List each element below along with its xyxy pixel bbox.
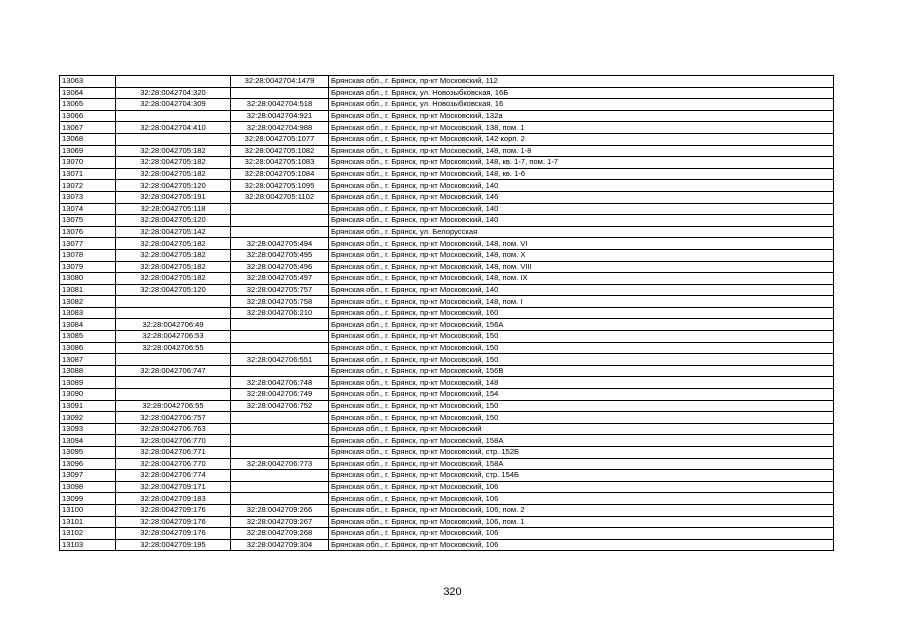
row-number-cell: 13093: [60, 423, 116, 435]
land-cadastral-number-cell: [116, 354, 231, 366]
land-cadastral-number-cell: 32:28:0042705:182: [116, 273, 231, 285]
address-cell: Брянская обл., г. Брянск, пр-кт Московский, 160: [329, 307, 834, 319]
register-table-body: [60, 76, 834, 551]
building-cadastral-number-cell: 32:28:0042709:304: [231, 539, 329, 551]
land-cadastral-number-cell: [116, 307, 231, 319]
address-cell: Брянская обл., г. Брянск, пр-кт Московский, 148, кв. 1-7, пом. 1-7: [329, 157, 834, 169]
building-cadastral-number-cell: 32:28:0042706:749: [231, 389, 329, 401]
table-row: [60, 87, 834, 99]
address-cell: Брянская обл., г. Брянск, пр-кт Московский, 140: [329, 284, 834, 296]
row-number-cell: 13085: [60, 331, 116, 343]
row-number-cell: 13077: [60, 238, 116, 250]
land-cadastral-number-cell: 32:28:0042706:763: [116, 423, 231, 435]
table-row: [60, 238, 834, 250]
row-number-cell: 13094: [60, 435, 116, 447]
row-number-cell: 13101: [60, 516, 116, 528]
address-cell: Брянская обл., г. Брянск, пр-кт Московский, 150: [329, 342, 834, 354]
building-cadastral-number-cell: 32:28:0042706:748: [231, 377, 329, 389]
row-number-cell: 13081: [60, 284, 116, 296]
address-cell: Брянская обл., г. Брянск, пр-кт Московский, 154: [329, 389, 834, 401]
land-cadastral-number-cell: 32:28:0042709:176: [116, 528, 231, 540]
land-cadastral-number-cell: 32:28:0042705:182: [116, 157, 231, 169]
row-number-cell: 13063: [60, 76, 116, 88]
address-cell: Брянская обл., г. Брянск, пр-кт Московский, 148, пом. IX: [329, 273, 834, 285]
table-row: [60, 458, 834, 470]
row-number-cell: 13087: [60, 354, 116, 366]
land-cadastral-number-cell: [116, 377, 231, 389]
building-cadastral-number-cell: 32:28:0042704:921: [231, 110, 329, 122]
address-cell: Брянская обл., г. Брянск, пр-кт Московский, 140: [329, 180, 834, 192]
land-cadastral-number-cell: 32:28:0042709:195: [116, 539, 231, 551]
row-number-cell: 13082: [60, 296, 116, 308]
table-row: [60, 249, 834, 261]
building-cadastral-number-cell: 32:28:0042705:1084: [231, 168, 329, 180]
building-cadastral-number-cell: [231, 215, 329, 227]
land-cadastral-number-cell: [116, 296, 231, 308]
land-cadastral-number-cell: 32:28:0042705:118: [116, 203, 231, 215]
address-cell: Брянская обл., г. Брянск, пр-кт Московский, 150: [329, 412, 834, 424]
table-row: [60, 528, 834, 540]
table-row: [60, 157, 834, 169]
row-number-cell: 13102: [60, 528, 116, 540]
building-cadastral-number-cell: [231, 423, 329, 435]
building-cadastral-number-cell: [231, 412, 329, 424]
table-row: [60, 215, 834, 227]
row-number-cell: 13066: [60, 110, 116, 122]
table-row: [60, 365, 834, 377]
address-cell: Брянская обл., г. Брянск, пр-кт Московский, 146: [329, 191, 834, 203]
building-cadastral-number-cell: 32:28:0042705:494: [231, 238, 329, 250]
land-cadastral-number-cell: 32:28:0042706:53: [116, 331, 231, 343]
land-cadastral-number-cell: 32:28:0042705:120: [116, 215, 231, 227]
building-cadastral-number-cell: 32:28:0042704:518: [231, 99, 329, 111]
address-cell: Брянская обл., г. Брянск, пр-кт Московский, 148, пом. X: [329, 249, 834, 261]
address-cell: Брянская обл., г. Брянск, пр-кт Московский, 156В: [329, 365, 834, 377]
land-cadastral-number-cell: [116, 76, 231, 88]
land-cadastral-number-cell: 32:28:0042709:183: [116, 493, 231, 505]
building-cadastral-number-cell: 32:28:0042706:752: [231, 400, 329, 412]
land-cadastral-number-cell: 32:28:0042706:771: [116, 447, 231, 459]
building-cadastral-number-cell: [231, 319, 329, 331]
address-cell: Брянская обл., г. Брянск, пр-кт Московский, 150: [329, 331, 834, 343]
building-cadastral-number-cell: 32:28:0042705:495: [231, 249, 329, 261]
row-number-cell: 13071: [60, 168, 116, 180]
table-row: [60, 331, 834, 343]
table-row: [60, 435, 834, 447]
table-row: [60, 307, 834, 319]
land-cadastral-number-cell: 32:28:0042709:176: [116, 516, 231, 528]
address-cell: Брянская обл., г. Брянск, ул. Новозыбковская, 16: [329, 99, 834, 111]
table-row: [60, 180, 834, 192]
building-cadastral-number-cell: [231, 481, 329, 493]
building-cadastral-number-cell: 32:28:0042705:496: [231, 261, 329, 273]
row-number-cell: 13067: [60, 122, 116, 134]
address-cell: Брянская обл., г. Брянск, пр-кт Московский, 138, пом. 1: [329, 122, 834, 134]
land-cadastral-number-cell: 32:28:0042705:182: [116, 261, 231, 273]
address-cell: Брянская обл., г. Брянск, пр-кт Московский, 148: [329, 377, 834, 389]
table-row: [60, 76, 834, 88]
land-cadastral-number-cell: 32:28:0042705:182: [116, 249, 231, 261]
address-cell: Брянская обл., г. Брянск, пр-кт Московский, 148, кв. 1-6: [329, 168, 834, 180]
land-cadastral-number-cell: 32:28:0042705:120: [116, 180, 231, 192]
table-row: [60, 284, 834, 296]
land-cadastral-number-cell: 32:28:0042705:142: [116, 226, 231, 238]
land-cadastral-number-cell: 32:28:0042706:55: [116, 342, 231, 354]
row-number-cell: 13075: [60, 215, 116, 227]
land-cadastral-number-cell: 32:28:0042705:182: [116, 145, 231, 157]
land-cadastral-number-cell: 32:28:0042705:182: [116, 238, 231, 250]
row-number-cell: 13095: [60, 447, 116, 459]
land-cadastral-number-cell: 32:28:0042704:410: [116, 122, 231, 134]
table-row: [60, 261, 834, 273]
address-cell: Брянская обл., г. Брянск, пр-кт Московский, стр. 154Б: [329, 470, 834, 482]
land-cadastral-number-cell: 32:28:0042705:120: [116, 284, 231, 296]
building-cadastral-number-cell: 32:28:0042705:1077: [231, 133, 329, 145]
row-number-cell: 13072: [60, 180, 116, 192]
land-cadastral-number-cell: 32:28:0042709:176: [116, 504, 231, 516]
table-row: [60, 273, 834, 285]
table-row: [60, 145, 834, 157]
land-cadastral-number-cell: [116, 389, 231, 401]
address-cell: Брянская обл., г. Брянск, пр-кт Московский, 150: [329, 400, 834, 412]
table-row: [60, 412, 834, 424]
row-number-cell: 13099: [60, 493, 116, 505]
table-row: [60, 481, 834, 493]
address-cell: Брянская обл., г. Брянск, пр-кт Московский, 106: [329, 528, 834, 540]
row-number-cell: 13068: [60, 133, 116, 145]
address-cell: Брянская обл., г. Брянск, пр-кт Московский, 140: [329, 215, 834, 227]
building-cadastral-number-cell: 32:28:0042704:1479: [231, 76, 329, 88]
land-cadastral-number-cell: 32:28:0042705:182: [116, 168, 231, 180]
land-cadastral-number-cell: 32:28:0042706:774: [116, 470, 231, 482]
table-row: [60, 168, 834, 180]
land-cadastral-number-cell: 32:28:0042704:309: [116, 99, 231, 111]
row-number-cell: 13091: [60, 400, 116, 412]
building-cadastral-number-cell: 32:28:0042704:988: [231, 122, 329, 134]
address-cell: Брянская обл., г. Брянск, пр-кт Московский, стр. 152Б: [329, 447, 834, 459]
table-row: [60, 493, 834, 505]
land-cadastral-number-cell: 32:28:0042709:171: [116, 481, 231, 493]
table-row: [60, 110, 834, 122]
land-cadastral-number-cell: 32:28:0042706:770: [116, 435, 231, 447]
table-row: [60, 342, 834, 354]
building-cadastral-number-cell: [231, 470, 329, 482]
building-cadastral-number-cell: 32:28:0042705:757: [231, 284, 329, 296]
row-number-cell: 13089: [60, 377, 116, 389]
table-row: [60, 133, 834, 145]
row-number-cell: 13088: [60, 365, 116, 377]
building-cadastral-number-cell: 32:28:0042709:268: [231, 528, 329, 540]
table-row: [60, 377, 834, 389]
address-cell: Брянская обл., г. Брянск, пр-кт Московский, 148, пом. I: [329, 296, 834, 308]
row-number-cell: 13083: [60, 307, 116, 319]
row-number-cell: 13078: [60, 249, 116, 261]
row-number-cell: 13092: [60, 412, 116, 424]
building-cadastral-number-cell: 32:28:0042705:1095: [231, 180, 329, 192]
table-row: [60, 296, 834, 308]
address-cell: Брянская обл., г. Брянск, пр-кт Московский, 156А: [329, 319, 834, 331]
land-cadastral-number-cell: 32:28:0042706:55: [116, 400, 231, 412]
table-row: [60, 539, 834, 551]
row-number-cell: 13074: [60, 203, 116, 215]
row-number-cell: 13076: [60, 226, 116, 238]
address-cell: Брянская обл., г. Брянск, пр-кт Московский, 106, пом. 2: [329, 504, 834, 516]
address-cell: Брянская обл., г. Брянск, пр-кт Московский, 106, пом. 1: [329, 516, 834, 528]
row-number-cell: 13100: [60, 504, 116, 516]
address-cell: Брянская обл., г. Брянск, ул. Новозыбковская, 16Б: [329, 87, 834, 99]
building-cadastral-number-cell: 32:28:0042709:266: [231, 504, 329, 516]
building-cadastral-number-cell: [231, 87, 329, 99]
table-row: [60, 354, 834, 366]
address-cell: Брянская обл., г. Брянск, ул. Белорусская: [329, 226, 834, 238]
building-cadastral-number-cell: 32:28:0042705:497: [231, 273, 329, 285]
row-number-cell: 13070: [60, 157, 116, 169]
table-row: [60, 226, 834, 238]
row-number-cell: 13080: [60, 273, 116, 285]
building-cadastral-number-cell: 32:28:0042705:1083: [231, 157, 329, 169]
building-cadastral-number-cell: 32:28:0042705:1102: [231, 191, 329, 203]
page-number: 320: [443, 586, 462, 598]
building-cadastral-number-cell: [231, 435, 329, 447]
row-number-cell: 13098: [60, 481, 116, 493]
address-cell: Брянская обл., г. Брянск, пр-кт Московский, 106: [329, 539, 834, 551]
table-row: [60, 99, 834, 111]
table-row: [60, 423, 834, 435]
table-row: [60, 470, 834, 482]
row-number-cell: 13084: [60, 319, 116, 331]
address-cell: Брянская обл., г. Брянск, пр-кт Московский, 132а: [329, 110, 834, 122]
address-cell: Брянская обл., г. Брянск, пр-кт Московский, 148, пом. VI: [329, 238, 834, 250]
address-cell: Брянская обл., г. Брянск, пр-кт Московский, 106: [329, 481, 834, 493]
row-number-cell: 13096: [60, 458, 116, 470]
land-cadastral-number-cell: 32:28:0042706:747: [116, 365, 231, 377]
table-row: [60, 389, 834, 401]
building-cadastral-number-cell: 32:28:0042706:773: [231, 458, 329, 470]
land-cadastral-number-cell: 32:28:0042706:770: [116, 458, 231, 470]
building-cadastral-number-cell: [231, 493, 329, 505]
land-cadastral-number-cell: [116, 110, 231, 122]
address-cell: Брянская обл., г. Брянск, пр-кт Московский, 148, пом. VIII: [329, 261, 834, 273]
row-number-cell: 13069: [60, 145, 116, 157]
building-cadastral-number-cell: [231, 342, 329, 354]
table-row: [60, 319, 834, 331]
building-cadastral-number-cell: [231, 203, 329, 215]
row-number-cell: 13090: [60, 389, 116, 401]
address-cell: Брянская обл., г. Брянск, пр-кт Московский, 150: [329, 354, 834, 366]
address-cell: Брянская обл., г. Брянск, пр-кт Московский, 158А: [329, 458, 834, 470]
table-row: [60, 122, 834, 134]
address-cell: Брянская обл., г. Брянск, пр-кт Московский, 158А: [329, 435, 834, 447]
building-cadastral-number-cell: [231, 447, 329, 459]
row-number-cell: 13103: [60, 539, 116, 551]
land-cadastral-number-cell: 32:28:0042705:191: [116, 191, 231, 203]
building-cadastral-number-cell: [231, 331, 329, 343]
table-row: [60, 447, 834, 459]
land-cadastral-number-cell: 32:28:0042706:757: [116, 412, 231, 424]
row-number-cell: 13097: [60, 470, 116, 482]
address-cell: Брянская обл., г. Брянск, пр-кт Московский, 112: [329, 76, 834, 88]
address-cell: Брянская обл., г. Брянск, пр-кт Московский, 140: [329, 203, 834, 215]
row-number-cell: 13065: [60, 99, 116, 111]
land-cadastral-number-cell: 32:28:0042704:320: [116, 87, 231, 99]
row-number-cell: 13086: [60, 342, 116, 354]
row-number-cell: 13073: [60, 191, 116, 203]
land-cadastral-number-cell: 32:28:0042706:49: [116, 319, 231, 331]
row-number-cell: 13079: [60, 261, 116, 273]
building-cadastral-number-cell: 32:28:0042705:1082: [231, 145, 329, 157]
address-cell: Брянская обл., г. Брянск, пр-кт Московский, 142 корп. 2: [329, 133, 834, 145]
building-cadastral-number-cell: 32:28:0042706:551: [231, 354, 329, 366]
address-cell: Брянская обл., г. Брянск, пр-кт Московский, 148, пом. 1-8: [329, 145, 834, 157]
building-cadastral-number-cell: 32:28:0042705:758: [231, 296, 329, 308]
building-cadastral-number-cell: [231, 226, 329, 238]
building-cadastral-number-cell: [231, 365, 329, 377]
building-cadastral-number-cell: 32:28:0042706:210: [231, 307, 329, 319]
building-cadastral-number-cell: 32:28:0042709:267: [231, 516, 329, 528]
table-row: [60, 203, 834, 215]
land-cadastral-number-cell: [116, 133, 231, 145]
row-number-cell: 13064: [60, 87, 116, 99]
table-row: [60, 400, 834, 412]
register-table: [59, 75, 834, 551]
address-cell: Брянская обл., г. Брянск, пр-кт Московский, 106: [329, 493, 834, 505]
table-row: [60, 504, 834, 516]
table-row: [60, 516, 834, 528]
table-row: [60, 191, 834, 203]
address-cell: Брянская обл., г. Брянск, пр-кт Московский: [329, 423, 834, 435]
